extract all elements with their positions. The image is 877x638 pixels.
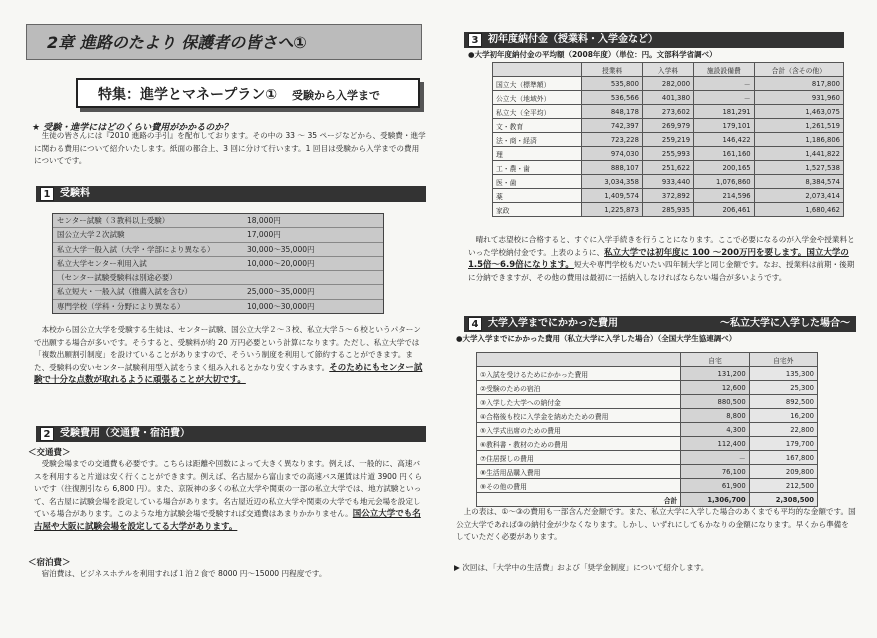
section-3-header: [464, 32, 844, 48]
section-3-emphasis-1: 私立大学では初年度に 100 ～200万円を要します。: [604, 247, 807, 258]
table-row: ⑨その他の費用 61,900 212,500: [477, 479, 818, 493]
traffic-heading: ＜交通費＞: [28, 448, 71, 458]
table-row: ④合格後も校に入学金を納めたための費用 8,800 16,200: [477, 409, 818, 423]
lodging-text: 宿泊費は、ビジネスホテルを利用すれば１泊２食で 8000 円～15000 円程度です。: [41, 569, 327, 578]
table-row: ⑧生活用品購入費用 76,100 209,800: [477, 465, 818, 479]
table-header-row: 自宅 自宅外: [477, 353, 818, 367]
exam-fee-row: （センター試験受験料は別途必要）: [53, 271, 383, 285]
section-4-text: 上の表は、①～③の費用も一部含んだ金額です。また、私立大学に入学した場合のあくまでも平均的な金額です。国公立大学であれば③の納付金が少なくなります。しかし、いずれにしてもかなりの金額になります。早くから準備をしていただく必要があります。: [456, 507, 856, 542]
section-3-number: 3: [468, 33, 482, 47]
lodging-heading: ＜宿泊費＞: [28, 558, 71, 568]
table-row: 法・商・経済 723,228 259,219 146,422 1,186,806: [493, 133, 844, 147]
table-row: 国立大（標準額） 535,800 282,000 － 817,800: [493, 77, 844, 91]
table-row: 文・教育 742,397 269,979 179,101 1,261,519: [493, 119, 844, 133]
feature-title-box: [76, 78, 420, 108]
table-row: ⑥教科書・教材のための費用 112,400 179,700: [477, 437, 818, 451]
section-1-number: 1: [40, 187, 54, 201]
table-row: 家政 1,225,873 285,935 206,461 1,680,462: [493, 203, 844, 217]
tuition-table: [492, 62, 844, 217]
table-row: 工・農・歯 888,107 251,622 200,165 1,527,538: [493, 161, 844, 175]
table-row: ⑤入学式出席のための費用 4,300 22,800: [477, 423, 818, 437]
exam-fee-row: センター試験（３教科以上受験） 18,000円: [53, 214, 383, 228]
section-4-title-right: ～私立大学に入学した場合～: [720, 318, 850, 329]
table-row: 公立大（地域外） 536,566 401,380 － 931,960: [493, 91, 844, 105]
section-3-title: 初年度納付金（授業料・入学金など）: [488, 34, 658, 45]
table-row: ③入学した大学への納付金 880,500 892,500: [477, 395, 818, 409]
table-row: ⑦住居探しの費用 － 167,800: [477, 451, 818, 465]
exam-fee-row: 私立大学センター利用入試 10,000～20,000円: [53, 257, 383, 271]
section-1-text: 本校から国公立大学を受験する生徒は、センター試験、国公立大学２～３校、私立大学５～６校というパターンで出願する場合が多いです。そうすると、受験料が約 20 万円必要という計算になります。ただし、私立大学では「複数出願割引制度」を設けていることがありますので、そういう制度を利用して節約することができます。また、受験料の安いセンター試験利用型入試をうまく組み入れるとかなり安くすみます。そのためにもセンター試験で十分な点数が取れるように頑張ることが大切です。: [34, 325, 423, 386]
section-3-emphasis-2: 国立大学の1.5倍～6.9倍になります。: [468, 247, 849, 271]
table-row: ①入試を受けるためにかかった費用 131,200 135,300: [477, 367, 818, 381]
exam-fee-row: 専門学校（学科・分野により異なる） 10,000～30,000円: [57, 301, 315, 311]
section-1-title: 受験料: [60, 188, 90, 199]
traffic-emphasis: 国公立大学でも名古屋や大阪に試験会場を設定してる大学があります。: [34, 509, 421, 532]
table-row: ②受験のための宿泊 12,600 25,300: [477, 381, 818, 395]
exam-fee-row: 私立短大・一般入試（推薦入試を含む） 25,000～35,000円: [53, 285, 383, 299]
table-row: 私立大（全平均） 848,178 273,602 181,291 1,463,075: [493, 105, 844, 119]
table-1-caption: ●大学初年度納付金の平均額（2008年度）（単位：円。文部科学省調べ）: [468, 50, 717, 59]
feature-subtitle: 受験から入学まで: [292, 89, 381, 102]
table-header-row: 授業料 入学料 施設設備費 合計（含その他）: [493, 63, 844, 77]
section-2-title: 受験費用（交通費・宿泊費）: [60, 428, 190, 439]
header-banner: 2章 進路のたより 保護者の皆さへ①: [26, 24, 422, 60]
table-row: 薬 1,409,574 372,892 214,596 2,073,414: [493, 189, 844, 203]
table-row: 理 974,030 255,993 161,160 1,441,822: [493, 147, 844, 161]
table-row: 医・歯 3,034,358 933,440 1,076,860 8,384,574: [493, 175, 844, 189]
exam-fee-list: [52, 213, 384, 314]
feature-title: 特集：進学とマネープラン①: [98, 87, 278, 103]
next-issue-note: ▶ 次回は、「大学中の生活費」および「奨学金制度」について紹介します。: [454, 563, 709, 572]
table-2-caption: ●大学入学までにかかった費用（私立大学に入学した場合）（全国大学生協連調べ）: [456, 334, 737, 343]
section-2-header: [36, 426, 426, 442]
table-total-row: 合計 1,306,700 2,308,500: [477, 493, 818, 507]
exam-fee-row: 国公立大学２次試験 17,000円: [53, 228, 383, 242]
section-2-number: 2: [40, 427, 54, 441]
section-4-header: [464, 316, 856, 332]
section-1-emphasis: そのためにもセンター試験で十分な点数が取れるように頑張ることが大切です。: [34, 362, 423, 386]
section-4-title: 大学入学までにかかった費用: [488, 318, 618, 329]
section-1-header: [36, 186, 426, 202]
section-3-text: 晴れて志望校に合格すると、すぐに入学手続きを行うことになります。ここで必要になるのが入学金や授業料といった学校納付金です。上表のように、私立大学では初年度に 100 ～200万円を要します。国立大学の1.5倍～6.9倍になります。短大や専門学校もだいたい四年制大学と同じ金額です。なお、授業料は前期・後期に分納できますが、その他の費用は最初に一括納入しなければならない場合が多いようです。: [468, 235, 855, 282]
pre-entry-cost-table: [476, 352, 818, 507]
section-4-number: 4: [468, 317, 482, 331]
traffic-text: 受験会場までの交通費も必要です。こちらは距離や回数によって大きく異なります。例えば、一般的に、高速バスを利用すると片道は安く行くことができます。例えば、名古屋から富山までの高速バス運賃は片道 3900 円くらいです（往復割引なら 6,800 円）。また、京阪神の多くの私立大学や関東の一部の私立大学では、地方試験といって、名古屋に試験会場を設定している場合があります。名古屋近辺の私立大学や関東の大学でも地元会場を設定している場合があります。このような地方試験会場で受験すれば交通費はあまりかかりません。国公立大学でも名古屋や大阪に試験会場を設定してる大学があります。: [34, 459, 423, 532]
intro-text: 生徒の皆さんには『2010 進路の手引』を配布しております。その中の 33 ～ 35 ページなどから、受験費・進学に関わる費用について紹介いたします。紙面の都合上、3 回に分けて行います。1 回目は受験から入学までの費用についてです。: [34, 131, 426, 166]
intro-question: ★ 受験・進学にはどのくらい費用がかかるのか？: [32, 123, 233, 133]
exam-fee-row: 私立大学一般入試（大学・学部により異なる） 30,000～35,000円: [53, 243, 383, 257]
